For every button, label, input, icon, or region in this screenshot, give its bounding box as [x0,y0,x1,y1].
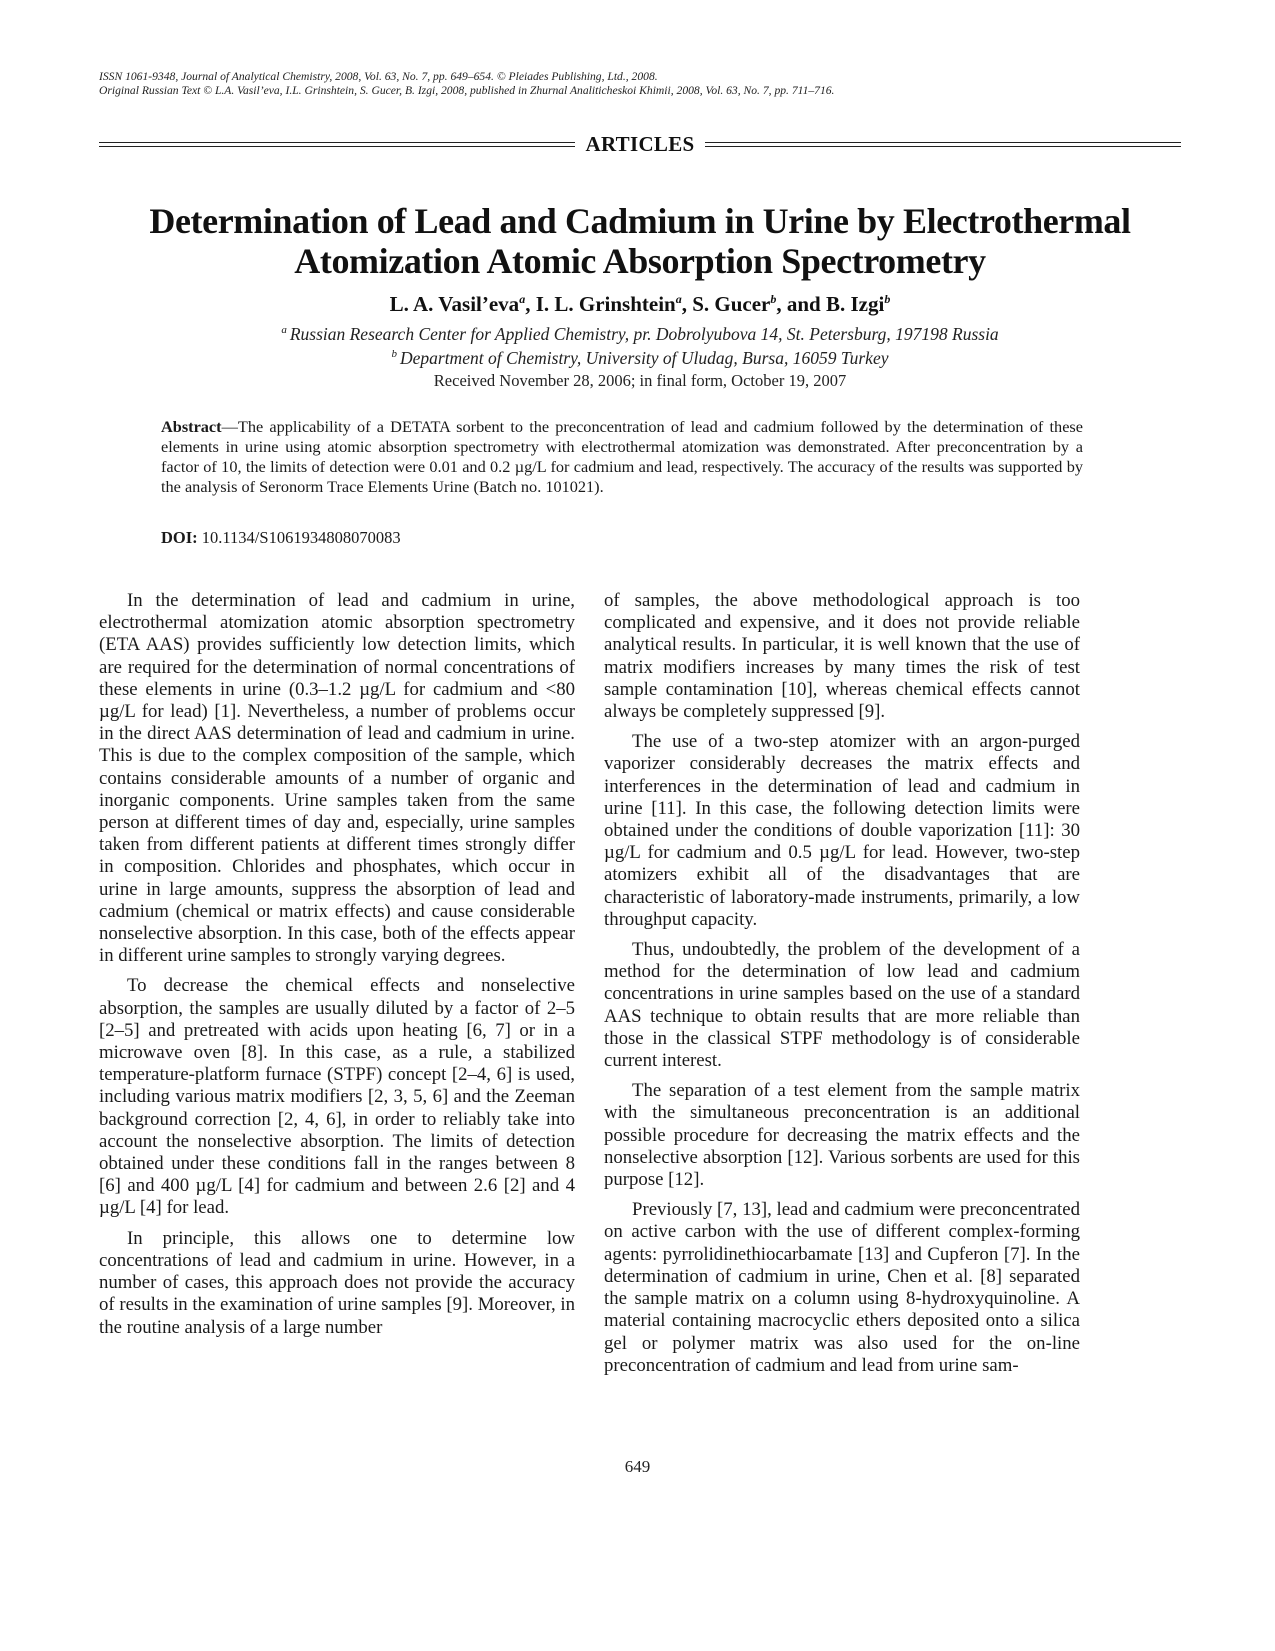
doi-label: DOI: [161,528,198,547]
journal-citation-line: ISSN 1061-9348, Journal of Analytical Chemistry, 2008, Vol. 63, No. 7, pp. 649–654. © Pleiades Publishing, Ltd., 2008. [99,70,658,83]
affiliation-text: Department of Chemistry, University of Uludag, Bursa, 16059 Turkey [399,348,889,368]
abstract [161,417,1083,497]
author-affiliation-mark: a [519,292,526,306]
body-paragraph: The use of a two-step atomizer with an argon-purged vaporizer considerably decreases the matrix effects and interferences in the determination of lead and cadmium in urine [11]. In this case, the following detection limits were obtained under the conditions of double vaporization [11]: 30 µg/L for cadmium and 0.5 µg/L for lead. However, two-step atomizers exhibit all of the disadvantages that are characteristic of laboratory-made instruments, primarily, a low throughput capacity. [604,731,1080,930]
article-title: Determination of Lead and Cadmium in Urine by Electrothermal Atomization Atomic Absorption Spectrometry [149,201,1131,281]
author-separator: , and [776,292,826,316]
affiliation-mark: a [281,324,287,337]
affiliation-b [99,347,1181,369]
section-banner [99,131,1181,156]
abstract-text: —The applicability of a DETATA sorbent to the preconcentration of lead and cadmium followed by the determination of these elements in urine using atomic absorption spectrometry with electrothermal atomization was demonstrated. After preconcentration by a factor of 10, the limits of detection were 0.01 and 0.2 µg/L for cadmium and lead, respectively. The accuracy of the results was supported by the analysis of Seronorm Trace Elements Urine (Batch no. 101021). [161,417,1083,496]
affiliation-mark: b [391,348,397,361]
affiliation-text: Russian Research Center for Applied Chemistry, pr. Dobrolyubova 14, St. Petersburg, 197198 Russia [289,324,999,344]
abstract-label: Abstract [161,417,222,436]
body-paragraph: To decrease the chemical effects and nonselective absorption, the samples are usually diluted by a factor of 2–5 [2–5] and pretreated with acids upon heating [6, 7] or in a microwave oven [8]. In this case, as a rule, a stabilized temperature-platform furnace (STPF) concept [2–4, 6] is used, including various matrix modifiers [2, 3, 5, 6] and the Zeeman background correction [2, 4, 6], in order to reliably take into account the nonselective absorption. The limits of detection obtained under these conditions fall in the ranges between 8 [6] and 400 µg/L [4] for cadmium and between 2.6 [2] and 4 µg/L [4] for lead. [99,975,575,1219]
doi-link[interactable]: 10.1134/S1061934808070083 [201,528,401,547]
section-rule-right [705,142,1181,147]
original-text-line: Original Russian Text © L.A. Vasil’eva, I.L. Grinshtein, S. Gucer, B. Izgi, 2008, published in Zhurnal Analiticheskoi Khimii, 2008, Vol. 63, No. 7, pp. 711–716. [99,84,835,97]
author-affiliation-mark: b [884,292,891,306]
author-affiliation-mark: a [675,292,682,306]
doi [161,527,1083,549]
body-paragraph: of samples, the above methodological approach is too complicated and expensive, and it does not provide reliable analytical results. In particular, it is well known that the use of matrix modifiers increases by many times the risk of test sample contamination [10], whereas chemical effects cannot always be completely suppressed [9]. [604,590,1080,723]
section-rule-left [99,142,575,147]
author-name: I. L. Grinshtein [535,292,676,316]
page-number: 649 [624,1457,651,1476]
author-name: L. A. Vasil’eva [389,292,520,316]
author-separator: , [681,292,693,316]
journal-header [99,70,1189,98]
body-paragraph: Previously [7, 13], lead and cadmium were preconcentrated on active carbon with the use of different complex-forming agents: pyrrolidinethiocarbamate [13] and Cupferon [7]. In the determination of cadmium in urine, Chen et al. [8] separated the sample matrix on a column using 8-hydroxyquinoline. A material containing macrocyclic ethers deposited onto a silica gel or polymer matrix was also used for the on-line preconcentration of cadmium and lead from urine sam- [604,1199,1080,1376]
body-paragraph: In the determination of lead and cadmium in urine, electrothermal atomization atomic absorption spectrometry (ETA AAS) provides sufficiently low detection limits, which are required for the determination of normal concentrations of these elements in urine (0.3–1.2 µg/L for cadmium and <80 µg/L for lead) [1]. Nevertheless, a number of problems occur in the direct AAS determination of lead and cadmium in urine. This is due to the complex composition of the sample, which contains considerable amounts of a number of organic and inorganic components. Urine samples taken from the same person at different times of day and, especially, urine samples taken from different patients at different times strongly differ in composition. Chlorides and phosphates, which occur in urine in large amounts, suppress the absorption of lead and cadmium (chemical or matrix effects) and cause considerable nonselective absorption. In this case, both of the effects appear in different urine samples to strongly varying degrees. [99,590,575,967]
author-name: B. Izgi [825,292,885,316]
body-paragraph: The separation of a test element from the sample matrix with the simultaneous preconcentration is an additional possible procedure for decreasing the matrix effects and the nonselective absorption [12]. Various sorbents are used for this purpose [12]. [604,1080,1080,1191]
body-column-right [604,590,1080,1385]
body-paragraph: Thus, undoubtedly, the problem of the development of a method for the determination of low lead and cadmium concentrations in urine samples based on the use of a standard AAS technique to obtain results that are more reliable than those in the classical STPF methodology is of considerable current interest. [604,939,1080,1072]
section-label: ARTICLES [585,131,695,156]
author-affiliation-mark: b [770,292,777,306]
author-list [99,291,1181,317]
author-separator: , [525,292,536,316]
affiliation-a [99,323,1181,345]
received-dates: Received November 28, 2006; in final form, October 19, 2007 [433,371,847,390]
body-paragraph: In principle, this allows one to determine low concentrations of lead and cadmium in urine. However, in a number of cases, this approach does not provide the accuracy of results in the examination of urine samples [9]. Moreover, in the routine analysis of a large number [99,1227,575,1338]
body-column-left [99,590,575,1347]
author-name: S. Gucer [692,292,771,316]
